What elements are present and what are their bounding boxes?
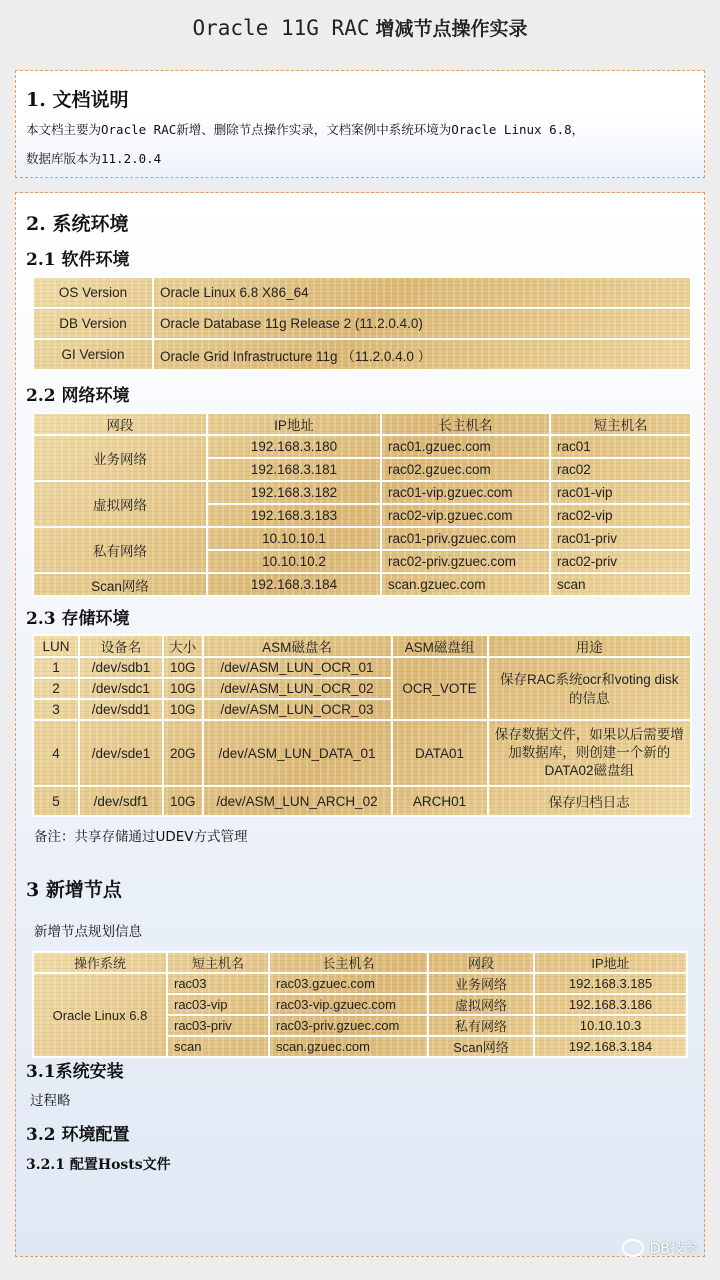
software-env-heading: 2.1 软件环境 — [26, 250, 130, 270]
table-row — [33, 481, 691, 504]
long-hostname-cell: rac01-vip.gzuec.com — [381, 481, 550, 504]
long-hostname-cell: rac02.gzuec.com — [381, 458, 550, 481]
asm-disk-cell: /dev/ASM_LUN_OCR_03 — [203, 699, 392, 720]
ip-cell: 10.10.10.2 — [207, 550, 381, 573]
short-hostname-cell: rac02-vip — [550, 504, 691, 527]
software-row — [33, 339, 691, 370]
new-node-plan-table — [32, 951, 688, 1058]
section-1-heading: 1. 文档说明 — [26, 89, 129, 111]
network-segment: Scan网络 — [428, 1036, 534, 1057]
short-hostname-cell: rac03-vip — [167, 994, 269, 1015]
ip-cell: 192.168.3.181 — [207, 458, 381, 481]
ip-cell: 10.10.10.3 — [534, 1015, 687, 1036]
long-hostname-cell: rac01.gzuec.com — [381, 435, 550, 458]
storage-header-row — [33, 635, 691, 657]
device-cell: /dev/sde1 — [79, 720, 163, 786]
short-hostname-cell: rac01-vip — [550, 481, 691, 504]
ip-cell: 192.168.3.183 — [207, 504, 381, 527]
device-cell: /dev/sdb1 — [79, 657, 163, 678]
network-header-cell: 长主机名 — [381, 413, 550, 435]
software-value: Oracle Database 11g Release 2 (11.2.0.4.0) — [153, 308, 691, 339]
usage-cell: 保存数据文件，如果以后需要增加数据库，则创建一个新的DATA02磁盘组 — [488, 720, 691, 786]
section-3-1-text: 过程略 — [30, 1093, 71, 1109]
storage-header-cell: 设备名 — [79, 635, 163, 657]
software-env-table — [32, 276, 692, 371]
section-3-2-heading: 3.2 环境配置 — [26, 1125, 130, 1145]
asm-group-cell: ARCH01 — [392, 786, 488, 816]
storage-env-table — [32, 634, 692, 817]
network-segment: 虚拟网络 — [33, 481, 207, 527]
long-hostname-cell: rac03.gzuec.com — [269, 973, 428, 994]
software-key: OS Version — [33, 277, 153, 308]
usage-cell: 保存RAC系统ocr和voting disk的信息 — [488, 657, 691, 720]
plan-header-cell: 操作系统 — [33, 952, 167, 973]
short-hostname-cell: rac01 — [550, 435, 691, 458]
plan-header-cell: 短主机名 — [167, 952, 269, 973]
software-key: DB Version — [33, 308, 153, 339]
short-hostname-cell: scan — [167, 1036, 269, 1057]
storage-env-heading: 2.3 存储环境 — [26, 609, 130, 629]
plan-label: 新增节点规划信息 — [34, 924, 142, 940]
lun-cell: 2 — [33, 678, 79, 699]
short-hostname-cell: rac03 — [167, 973, 269, 994]
software-row — [33, 308, 691, 339]
asm-disk-cell: /dev/ASM_LUN_OCR_02 — [203, 678, 392, 699]
storage-note: 备注：共享存储通过UDEV方式管理 — [34, 829, 248, 845]
lun-cell: 3 — [33, 699, 79, 720]
network-segment: 业务网络 — [33, 435, 207, 481]
size-cell: 10G — [163, 678, 203, 699]
network-header-cell: 短主机名 — [550, 413, 691, 435]
network-segment: 私有网络 — [33, 527, 207, 573]
device-cell: /dev/sdf1 — [79, 786, 163, 816]
long-hostname-cell: rac02-priv.gzuec.com — [381, 550, 550, 573]
ip-cell: 192.168.3.184 — [207, 573, 381, 596]
table-row — [33, 973, 687, 994]
watermark-text: DB技参 — [649, 1241, 698, 1257]
long-hostname-cell: scan.gzuec.com — [269, 1036, 428, 1057]
size-cell: 10G — [163, 657, 203, 678]
long-hostname-cell: rac03-priv.gzuec.com — [269, 1015, 428, 1036]
section-3-1-heading: 3.1系统安装 — [26, 1062, 124, 1082]
ip-cell: 192.168.3.186 — [534, 994, 687, 1015]
table-row — [33, 657, 691, 678]
network-segment: 私有网络 — [428, 1015, 534, 1036]
network-env-heading: 2.2 网络环境 — [26, 386, 130, 406]
ip-cell: 192.168.3.185 — [534, 973, 687, 994]
plan-os-cell: Oracle Linux 6.8 — [33, 973, 167, 1057]
storage-header-cell: 大小 — [163, 635, 203, 657]
network-segment: 虚拟网络 — [428, 994, 534, 1015]
watermark — [622, 1238, 698, 1258]
asm-disk-cell: /dev/ASM_LUN_OCR_01 — [203, 657, 392, 678]
section-system-environment — [15, 192, 705, 1257]
network-env-table — [32, 412, 692, 597]
ip-cell: 192.168.3.182 — [207, 481, 381, 504]
title-cjk: 增减节点操作实录 — [375, 18, 528, 40]
plan-header-row — [33, 952, 687, 973]
software-value: Oracle Grid Infrastructure 11g （11.2.0.4.0 ） — [153, 339, 691, 370]
usage-cell: 保存归档日志 — [488, 786, 691, 816]
device-cell: /dev/sdd1 — [79, 699, 163, 720]
lun-cell: 4 — [33, 720, 79, 786]
long-hostname-cell: rac02-vip.gzuec.com — [381, 504, 550, 527]
section-3-2-1-heading: 3.2.1 配置Hosts文件 — [26, 1157, 171, 1173]
long-hostname-cell: rac03-vip.gzuec.com — [269, 994, 428, 1015]
short-hostname-cell: scan — [550, 573, 691, 596]
wechat-icon — [622, 1239, 644, 1257]
table-row — [33, 786, 691, 816]
storage-header-cell: ASM磁盘组 — [392, 635, 488, 657]
ip-cell: 10.10.10.1 — [207, 527, 381, 550]
short-hostname-cell: rac01-priv — [550, 527, 691, 550]
table-row — [33, 720, 691, 786]
storage-header-cell: ASM磁盘名 — [203, 635, 392, 657]
plan-header-cell: 长主机名 — [269, 952, 428, 973]
short-hostname-cell: rac02 — [550, 458, 691, 481]
size-cell: 10G — [163, 786, 203, 816]
document-title — [0, 14, 720, 41]
title-latin: Oracle 11G RAC — [192, 16, 370, 40]
size-cell: 10G — [163, 699, 203, 720]
network-segment: 业务网络 — [428, 973, 534, 994]
size-cell: 20G — [163, 720, 203, 786]
table-row — [33, 527, 691, 550]
asm-disk-cell: /dev/ASM_LUN_DATA_01 — [203, 720, 392, 786]
section-1-line-2: 数据库版本为11.2.0.4 — [26, 151, 162, 166]
plan-header-cell: IP地址 — [534, 952, 687, 973]
network-header-cell: IP地址 — [207, 413, 381, 435]
section-doc-description — [15, 70, 705, 178]
network-header-cell: 网段 — [33, 413, 207, 435]
ip-cell: 192.168.3.184 — [534, 1036, 687, 1057]
asm-group-cell: OCR_VOTE — [392, 657, 488, 720]
long-hostname-cell: scan.gzuec.com — [381, 573, 550, 596]
software-row — [33, 277, 691, 308]
long-hostname-cell: rac01-priv.gzuec.com — [381, 527, 550, 550]
storage-header-cell: LUN — [33, 635, 79, 657]
lun-cell: 1 — [33, 657, 79, 678]
plan-header-cell: 网段 — [428, 952, 534, 973]
short-hostname-cell: rac02-priv — [550, 550, 691, 573]
asm-disk-cell: /dev/ASM_LUN_ARCH_02 — [203, 786, 392, 816]
network-segment: Scan网络 — [33, 573, 207, 596]
ip-cell: 192.168.3.180 — [207, 435, 381, 458]
device-cell: /dev/sdc1 — [79, 678, 163, 699]
short-hostname-cell: rac03-priv — [167, 1015, 269, 1036]
section-1-line-1: 本文档主要为Oracle RAC新增、删除节点操作实录，文档案例中系统环境为Oracle Linux 6.8， — [26, 122, 585, 137]
asm-group-cell: DATA01 — [392, 720, 488, 786]
network-header-row — [33, 413, 691, 435]
software-value: Oracle Linux 6.8 X86_64 — [153, 277, 691, 308]
lun-cell: 5 — [33, 786, 79, 816]
table-row — [33, 435, 691, 458]
storage-header-cell: 用途 — [488, 635, 691, 657]
section-3-heading: 3 新增节点 — [26, 879, 122, 901]
section-2-heading: 2. 系统环境 — [26, 213, 129, 235]
software-key: GI Version — [33, 339, 153, 370]
table-row — [33, 573, 691, 596]
